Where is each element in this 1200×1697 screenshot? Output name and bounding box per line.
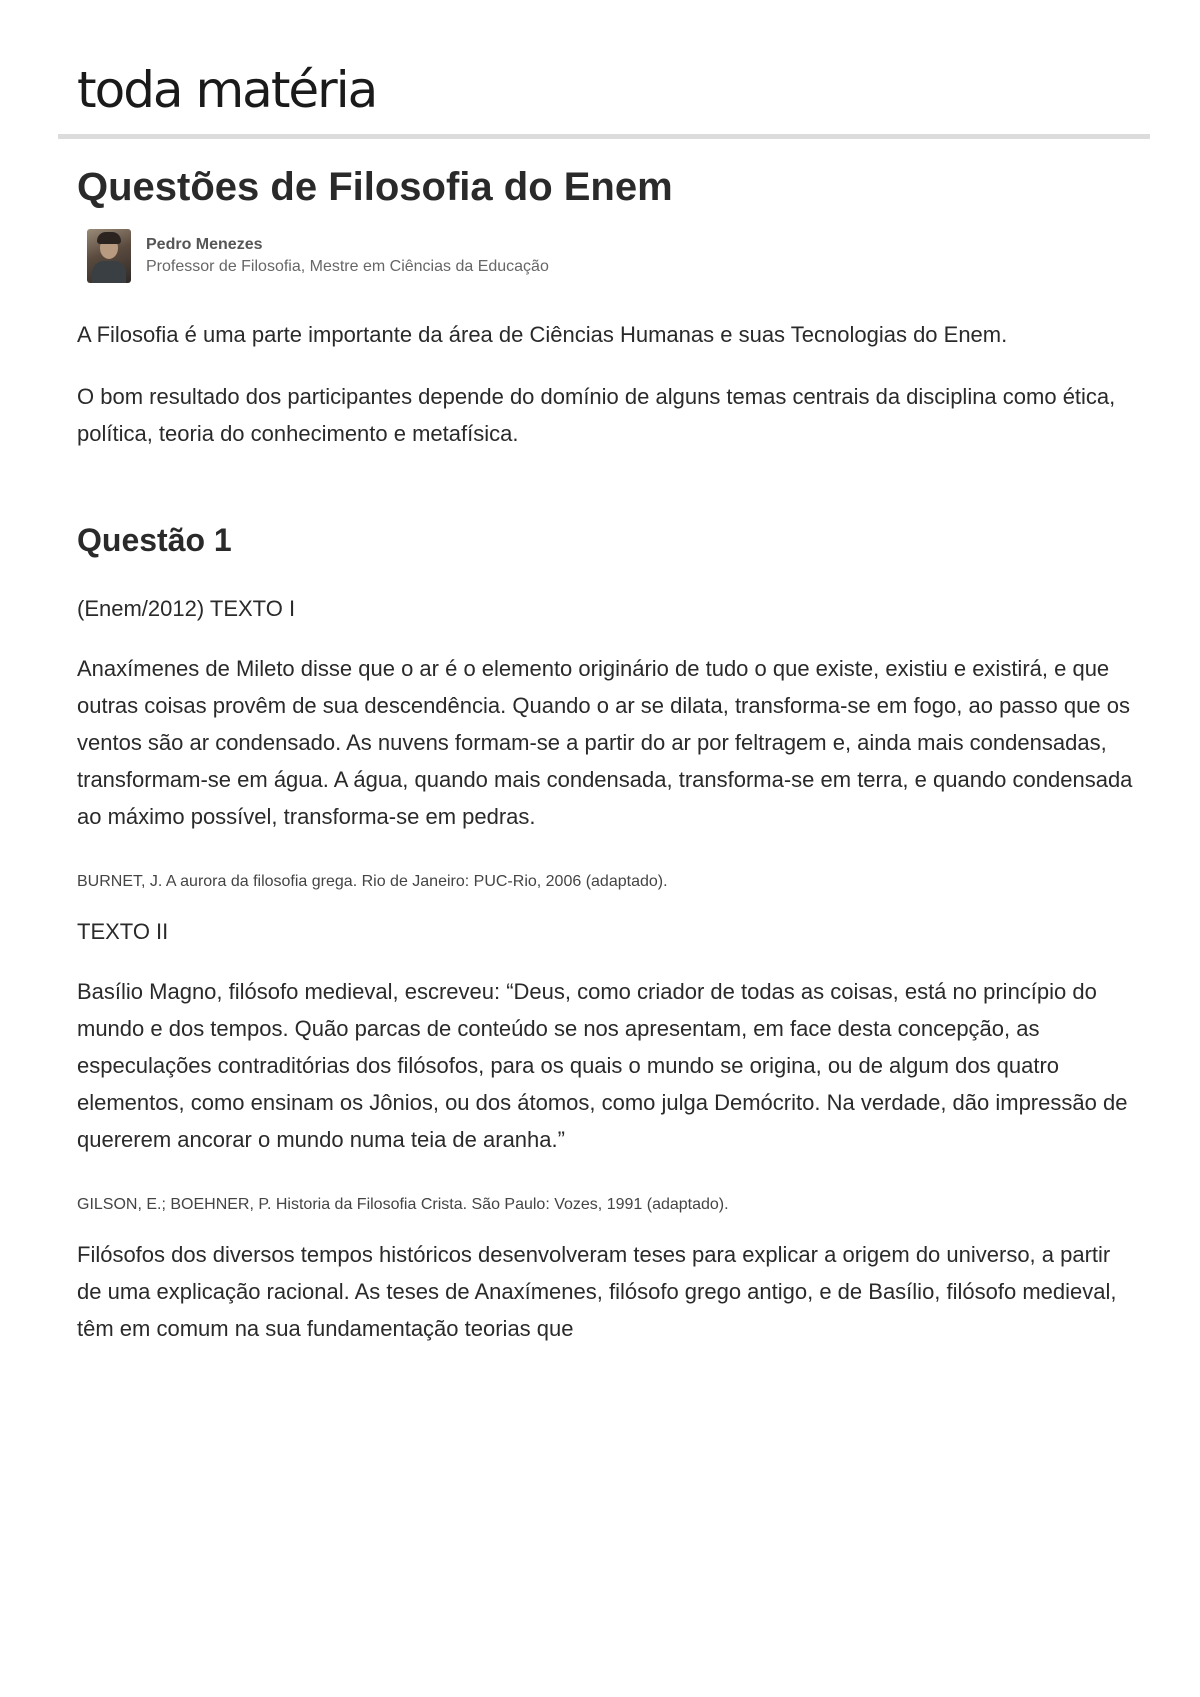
avatar-body bbox=[92, 261, 126, 283]
question-source-label: (Enem/2012) TEXTO I bbox=[77, 596, 296, 621]
header-divider bbox=[58, 134, 1150, 139]
intro-paragraph: O bom resultado dos participantes depende do domínio de alguns temas centrais da disciplina como ética, política, teoria do conhecimento e metafísica. bbox=[77, 384, 1116, 446]
author-name: Pedro Menezes bbox=[146, 236, 263, 253]
texto-ii-citation: GILSON, E.; BOEHNER, P. Historia da Filosofia Crista. São Paulo: Vozes, 1991 (adaptado). bbox=[77, 1196, 729, 1213]
intro-paragraph: A Filosofia é uma parte importante da área de Ciências Humanas e suas Tecnologias do Enem. bbox=[77, 322, 1008, 347]
texto-ii-body: Basílio Magno, filósofo medieval, escreveu: “Deus, como criador de todas as coisas, está no princípio do mundo e dos tempos. Quão parcas de conteúdo se nos apresentam, em face desta concepção, as especulações contraditórias dos filósofos, para os quais o mundo se origina, ou de algum dos quatro elementos, como ensinam os Jônios, ou dos átomos, como julga Demócrito. Na verdade, dão impressão de quererem ancorar o mundo numa teia de aranha.” bbox=[77, 979, 1128, 1152]
article-content bbox=[77, 163, 1137, 1347]
author-info bbox=[146, 234, 549, 278]
site-header bbox=[58, 60, 1150, 120]
avatar bbox=[87, 229, 131, 283]
question-prompt: Filósofos dos diversos tempos históricos desenvolveram teses para explicar a origem do universo, a partir de uma explicação racional. As teses de Anaxímenes, filósofo grego antigo, e de Basílio, filósofo medieval, têm em comum na sua fundamentação teorias que bbox=[77, 1242, 1117, 1341]
texto-i-citation: BURNET, J. A aurora da filosofia grega. Rio de Janeiro: PUC-Rio, 2006 (adaptado). bbox=[77, 873, 668, 890]
texto-i-body: Anaxímenes de Mileto disse que o ar é o elemento originário de tudo o que existe, existiu e existirá, e que outras coisas provêm de sua descendência. Quando o ar se dilata, transforma-se em fogo, ao passo que os ventos são ar condensado. As nuvens formam-se a partir do ar por feltragem e, ainda mais condensadas, transformam-se em água. A água, quando mais condensada, transforma-se em terra, e quando condensada ao máximo possível, transforma-se em pedras. bbox=[77, 656, 1133, 829]
question-title: Questão 1 bbox=[77, 522, 232, 558]
author-block bbox=[87, 229, 1137, 283]
author-role: Professor de Filosofia, Mestre em Ciências da Educação bbox=[146, 258, 549, 275]
page-title: Questões de Filosofia do Enem bbox=[77, 165, 673, 209]
texto-ii-label: TEXTO II bbox=[77, 919, 169, 944]
avatar-hair bbox=[97, 232, 121, 244]
site-logo[interactable]: toda matéria bbox=[77, 61, 377, 119]
